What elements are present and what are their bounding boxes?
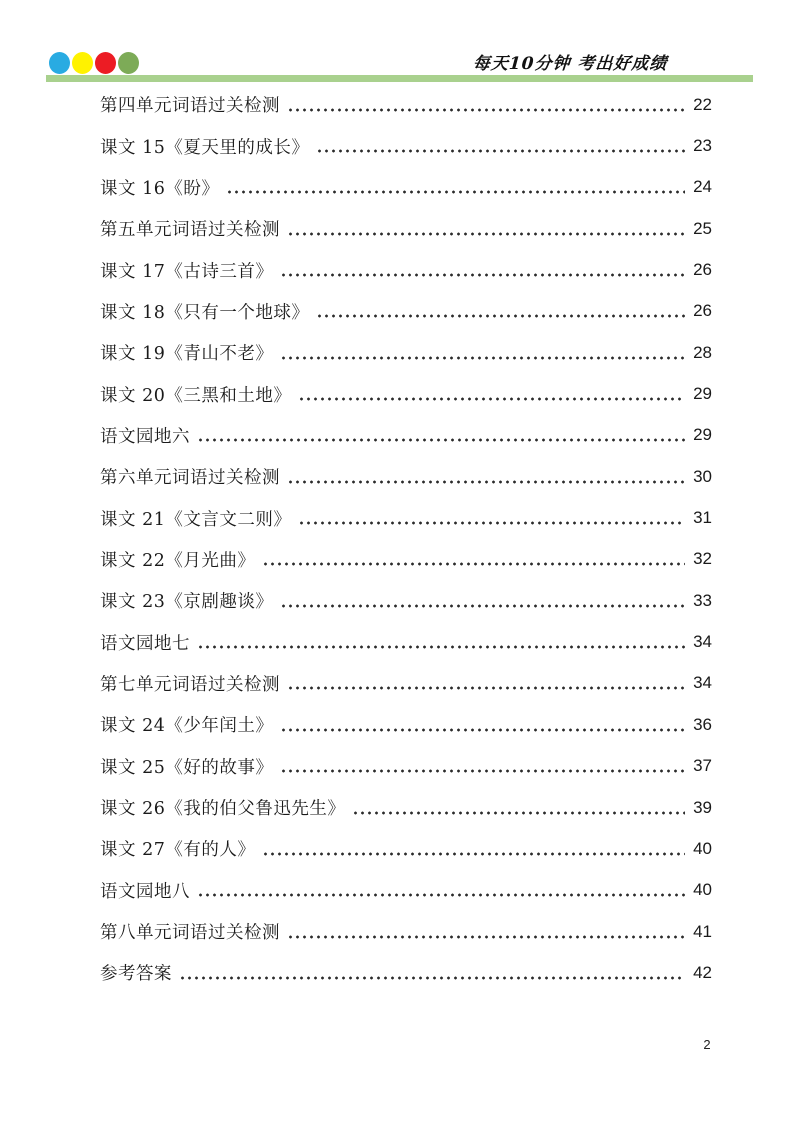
toc-entry-title: 语文园地七 xyxy=(100,633,190,654)
toc-row xyxy=(100,870,712,911)
dot-leader-icon xyxy=(289,935,685,939)
header-slogan: 每天10分钟 考出好成绩 xyxy=(472,54,669,74)
green-dot-icon xyxy=(118,52,139,74)
toc-entry-title: 第四单元词语过关检测 xyxy=(100,96,280,117)
toc-entry-page: 42 xyxy=(693,962,712,982)
toc-entry-page: 37 xyxy=(693,756,712,776)
toc-row xyxy=(100,415,712,456)
dot-leader-icon xyxy=(199,645,685,649)
toc-row xyxy=(100,84,712,125)
toc-row xyxy=(100,580,712,621)
dot-leader-icon xyxy=(289,108,685,112)
dot-leader-icon xyxy=(282,769,685,773)
toc-entry-page: 40 xyxy=(693,838,712,858)
toc-entry-title: 课文 27《有的人》 xyxy=(100,840,256,861)
toc-entry-title: 第七单元词语过关检测 xyxy=(100,674,280,695)
toc-entry-title: 课文 25《好的故事》 xyxy=(100,757,274,778)
toc-row xyxy=(100,746,712,787)
toc-entry-title: 第五单元词语过关检测 xyxy=(100,220,280,241)
page-number: 2 xyxy=(703,1037,711,1052)
toc-entry-title: 课文 22《月光曲》 xyxy=(100,550,256,571)
toc-entry-title: 第六单元词语过关检测 xyxy=(100,468,280,489)
dot-leader-icon xyxy=(289,686,685,690)
toc-row xyxy=(100,373,712,414)
toc-entry-page: 32 xyxy=(693,549,712,569)
toc-entry-page: 28 xyxy=(693,342,712,362)
toc-entry-page: 25 xyxy=(693,218,712,238)
toc-list xyxy=(100,84,712,994)
dot-leader-icon xyxy=(282,728,685,732)
toc-entry-title: 课文 18《只有一个地球》 xyxy=(100,302,310,323)
red-dot-icon xyxy=(95,52,116,74)
toc-row xyxy=(100,456,712,497)
toc-entry-title: 课文 26《我的伯父鲁迅先生》 xyxy=(100,799,346,820)
dot-leader-icon xyxy=(199,438,685,442)
toc-entry-title: 参考答案 xyxy=(100,964,172,985)
yellow-dot-icon xyxy=(72,52,93,74)
toc-row xyxy=(100,332,712,373)
toc-row xyxy=(100,497,712,538)
dot-leader-icon xyxy=(181,976,685,980)
toc-entry-title: 语文园地八 xyxy=(100,881,190,902)
blue-dot-icon xyxy=(49,52,70,74)
dot-leader-icon xyxy=(282,356,685,360)
toc-entry-page: 30 xyxy=(693,466,712,486)
toc-row xyxy=(100,663,712,704)
toc-entry-page: 36 xyxy=(693,714,712,734)
toc-entry-page: 22 xyxy=(693,94,712,114)
toc-row xyxy=(100,828,712,869)
toc-entry-page: 24 xyxy=(693,177,712,197)
toc-row xyxy=(100,167,712,208)
header-dots xyxy=(49,52,139,74)
toc-entry-page: 29 xyxy=(693,425,712,445)
toc-entry-page: 34 xyxy=(693,673,712,693)
toc-entry-title: 课文 15《夏天里的成长》 xyxy=(100,137,310,158)
dot-leader-icon xyxy=(228,190,685,194)
toc-row xyxy=(100,125,712,166)
toc-entry-page: 26 xyxy=(693,301,712,321)
toc-row xyxy=(100,952,712,993)
dot-leader-icon xyxy=(289,232,685,236)
toc-row xyxy=(100,291,712,332)
dot-leader-icon xyxy=(354,811,685,815)
toc-row xyxy=(100,704,712,745)
toc-row xyxy=(100,787,712,828)
dot-leader-icon xyxy=(282,604,685,608)
dot-leader-icon xyxy=(264,852,685,856)
toc-entry-title: 第八单元词语过关检测 xyxy=(100,923,280,944)
toc-entry-title: 课文 19《青山不老》 xyxy=(100,344,274,365)
header-rule xyxy=(46,75,753,82)
dot-leader-icon xyxy=(300,521,685,525)
toc-entry-title: 课文 20《三黑和土地》 xyxy=(100,385,292,406)
toc-row xyxy=(100,911,712,952)
toc-entry-title: 课文 23《京剧趣谈》 xyxy=(100,592,274,613)
toc-entry-page: 34 xyxy=(693,632,712,652)
toc-entry-page: 26 xyxy=(693,260,712,280)
toc-entry-page: 33 xyxy=(693,590,712,610)
dot-leader-icon xyxy=(264,562,685,566)
toc-entry-title: 课文 16《盼》 xyxy=(100,178,220,199)
dot-leader-icon xyxy=(318,314,685,318)
toc-entry-page: 40 xyxy=(693,880,712,900)
dot-leader-icon xyxy=(318,149,685,153)
toc-row xyxy=(100,539,712,580)
toc-entry-title: 课文 24《少年闰土》 xyxy=(100,716,274,737)
toc-entry-page: 31 xyxy=(693,508,712,528)
toc-entry-page: 41 xyxy=(693,921,712,941)
toc-entry-title: 课文 17《古诗三首》 xyxy=(100,261,274,282)
toc-entry-page: 39 xyxy=(693,797,712,817)
toc-row xyxy=(100,249,712,290)
dot-leader-icon xyxy=(289,480,685,484)
toc-entry-page: 23 xyxy=(693,136,712,156)
toc-row xyxy=(100,621,712,662)
toc-entry-page: 29 xyxy=(693,384,712,404)
dot-leader-icon xyxy=(282,273,685,277)
dot-leader-icon xyxy=(300,397,685,401)
toc-row xyxy=(100,208,712,249)
toc-entry-title: 课文 21《文言文二则》 xyxy=(100,509,292,530)
dot-leader-icon xyxy=(199,893,685,897)
toc-entry-title: 语文园地六 xyxy=(100,426,190,447)
